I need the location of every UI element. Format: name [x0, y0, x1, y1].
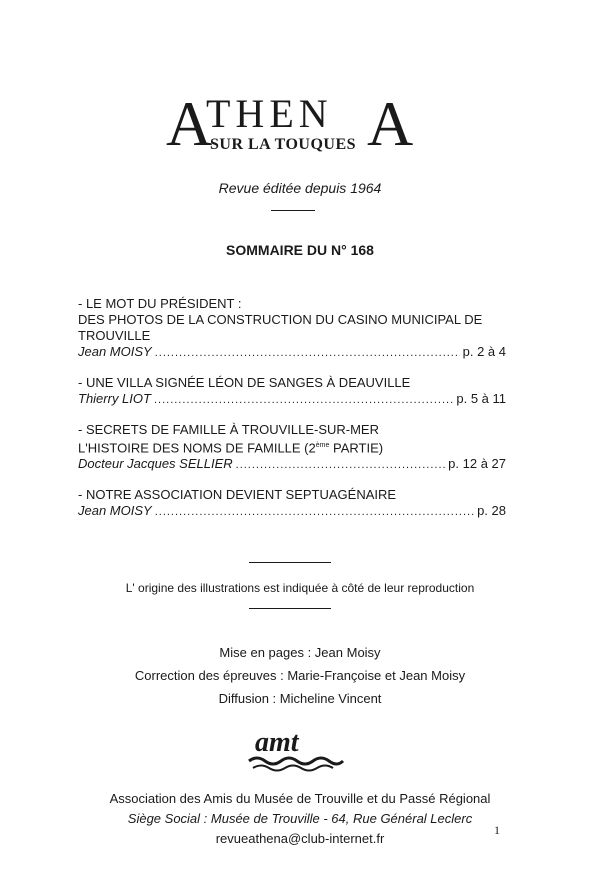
toc-entry: [78, 422, 506, 473]
contact-email: revueathena@club-internet.fr: [215, 831, 385, 846]
divider: [271, 210, 315, 211]
dot-leader: [155, 504, 474, 520]
toc-entry-title: - UNE VILLA SIGNÉE LÉON DE SANGES À DEAUVILLE: [78, 375, 411, 390]
credit-distribution: Diffusion : Micheline Vincent: [218, 691, 382, 706]
toc-entry: [78, 296, 506, 361]
credit-proofreading: Correction des épreuves : Marie-Françoise et Jean Moisy: [134, 668, 466, 683]
dot-leader: [236, 457, 446, 473]
dot-leader: [154, 392, 453, 408]
footer: [0, 789, 600, 849]
toc-pages: p. 2 à 4: [462, 344, 506, 359]
toc-author: Docteur Jacques SELLIER: [78, 456, 233, 472]
illustration-origin-note: L' origine des illustrations est indiquée à côté de leur reproduction: [125, 581, 475, 595]
toc-author: Thierry LIOT: [78, 391, 151, 406]
tagline: Revue éditée depuis 1964: [218, 180, 382, 196]
toc-pages: p. 12 à 27: [448, 456, 506, 472]
toc-author-line: [78, 503, 506, 520]
table-of-contents: [78, 296, 506, 534]
credit-layout: Mise en pages : Jean Moisy: [219, 645, 381, 660]
summary-title: SOMMAIRE DU N° 168: [226, 242, 374, 258]
toc-entry-title: - NOTRE ASSOCIATION DEVIENT SEPTUAGÉNAIRE: [78, 487, 397, 503]
logo-wave: [253, 766, 333, 771]
toc-entry: [78, 487, 506, 520]
toc-title-superscript: ème: [315, 442, 330, 449]
toc-author-line: [78, 344, 506, 361]
divider: [249, 608, 331, 609]
divider: [249, 562, 331, 563]
masthead: [0, 88, 600, 159]
toc-entry: [78, 375, 506, 408]
association-address: Siège Social : Musée de Trouville - 64, Rue Général Leclerc: [127, 811, 473, 826]
toc-title-part: PARTIE): [329, 440, 384, 456]
toc-author: Jean MOISY: [78, 503, 152, 519]
toc-title-part: L'HISTOIRE DES NOMS DE FAMILLE (2: [78, 440, 316, 456]
toc-pages: p. 28: [477, 503, 506, 519]
amt-logo-icon: [245, 725, 347, 775]
toc-pages: p. 5 à 11: [456, 391, 506, 406]
logo-wave: [249, 758, 343, 764]
toc-entry-title: TROUVILLE: [78, 328, 151, 343]
masthead-letter-left: A: [166, 88, 213, 159]
credits: [0, 641, 600, 710]
toc-entry-title: - SECRETS DE FAMILLE À TROUVILLE-SUR-MER: [78, 422, 379, 437]
toc-author-line: [78, 391, 506, 408]
association-name: Association des Amis du Musée de Trouville et du Passé Régional: [109, 791, 491, 806]
masthead-subtitle: SUR LA TOUQUES: [210, 136, 357, 153]
toc-entry-title: - LE MOT DU PRÉSIDENT :: [78, 296, 242, 311]
logo-text: amt: [255, 727, 299, 758]
page-number: 1: [494, 823, 500, 837]
masthead-word: THEN: [206, 91, 333, 136]
toc-entry-title: [78, 438, 506, 456]
toc-author-line: [78, 456, 506, 473]
dot-leader: [155, 345, 460, 361]
toc-author: Jean MOISY: [78, 344, 152, 359]
masthead-letter-right: A: [367, 88, 414, 159]
toc-entry-title: DES PHOTOS DE LA CONSTRUCTION DU CASINO MUNICIPAL DE: [78, 312, 483, 327]
